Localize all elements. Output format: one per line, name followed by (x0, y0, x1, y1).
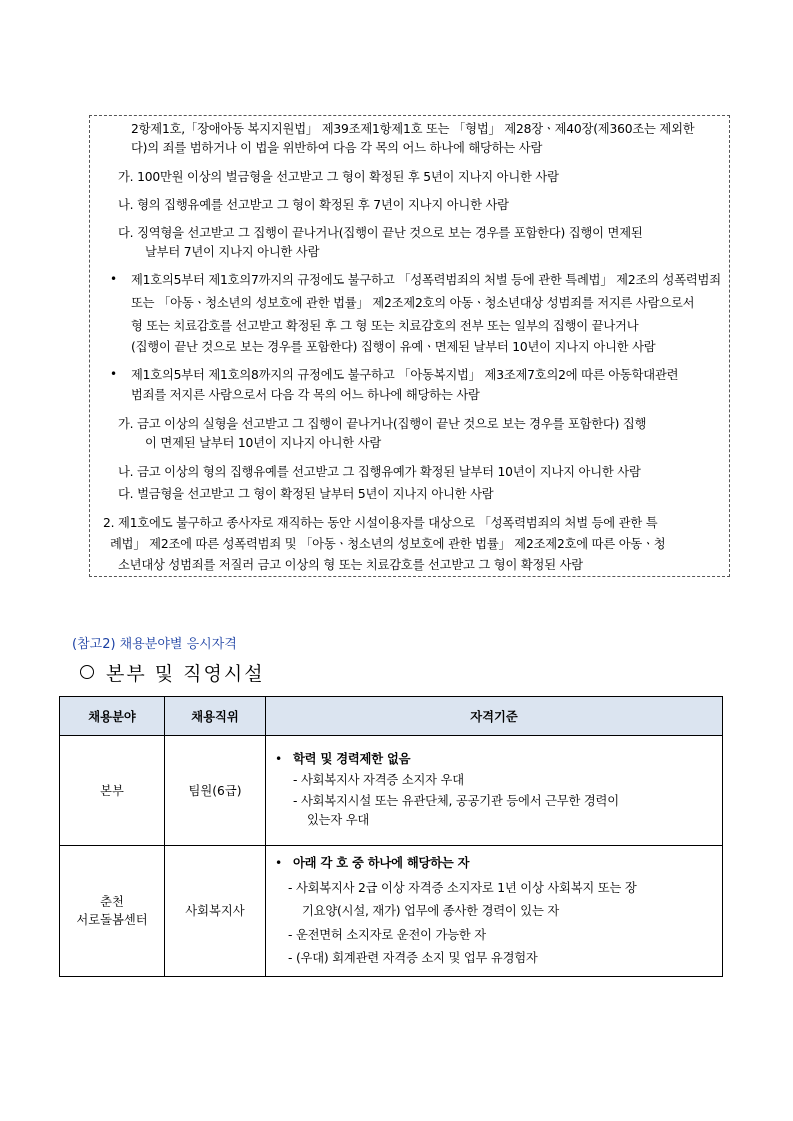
field-line: 서로돌봄센터 (76, 913, 148, 927)
field-line: 춘천 (100, 895, 124, 909)
box-line: 소년대상 성범죄를 저질러 금고 이상의 형 또는 치료감호를 선고받고 그 형이 확정된 사람 (118, 558, 583, 572)
box-line: 가. 금고 이상의 실형을 선고받고 그 집행이 끝나거나(집행이 끝난 것으로 보는 경우를 포함한다) 집행 (118, 417, 647, 431)
box-line: 제1호의5부터 제1호의7까지의 규정에도 불구하고 「성폭력범죄의 처벌 등에 관한 특례법」 제2조의 성폭력범죄 (131, 273, 721, 287)
bullet-icon: • (110, 272, 118, 286)
box-line: (집행이 끝난 것으로 보는 경우를 포함한다) 집행이 유예ㆍ면제된 날부터 10년이 지나지 아니한 사람 (131, 340, 656, 354)
box-line: 례법」 제2조에 따른 성폭력범죄 및 「아동ㆍ청소년의 성보호에 관한 법률」 제2조제2호에 따른 아동ㆍ청 (110, 537, 666, 551)
table-row (60, 736, 723, 846)
criteria-item: 있는자 우대 (307, 813, 370, 827)
box-line: 이 면제된 날부터 10년이 지나지 아니한 사람 (145, 436, 382, 450)
box-line: 2. 제1호에도 불구하고 종사자로 재직하는 동안 시설이용자를 대상으로 「성폭력범죄의 처벌 등에 관한 특 (103, 516, 658, 530)
section-title-text: 본부 및 직영시설 (106, 663, 265, 685)
box-line: 다. 징역형을 선고받고 그 집행이 끝나거나(집행이 끝난 것으로 보는 경우를 포함한다) 집행이 면제된 (118, 226, 643, 240)
criteria-item: - (우대) 회계관련 자격증 소지 및 업무 유경험자 (288, 951, 538, 965)
box-line: 나. 형의 집행유예를 선고받고 그 형이 확정된 후 7년이 지나지 아니한 사람 (118, 198, 509, 212)
box-line: 제1호의5부터 제1호의8까지의 규정에도 불구하고 「아동복지법」 제3조제7호의2에 따른 아동학대관련 (131, 368, 679, 382)
field-cell: 본부 (60, 736, 165, 846)
bullet-icon: • (110, 367, 118, 381)
criteria-item: 기요양(시설, 재가) 업무에 종사한 경력이 있는 자 (302, 904, 560, 918)
circle-bullet-icon (80, 665, 94, 679)
box-line: 형 또는 치료감호를 선고받고 확정된 후 그 형 또는 치료감호의 전부 또는 일부의 집행이 끝나거나 (131, 319, 639, 333)
criteria-item: - 사회복지사 2급 이상 자격증 소지자로 1년 이상 사회복지 또는 장 (288, 881, 637, 895)
criteria-item: - 사회복지사 자격증 소지자 우대 (293, 773, 464, 787)
position-cell: 팀원(6급) (165, 736, 266, 846)
table-row (60, 846, 723, 977)
position-cell: 사회복지사 (165, 846, 266, 977)
box-line: 다. 벌금형을 선고받고 그 형이 확정된 날부터 5년이 지나지 아니한 사람 (118, 487, 494, 501)
criteria-cell (266, 736, 723, 846)
box-line: 범죄를 저지른 사람으로서 다음 각 목의 어느 하나에 해당하는 사람 (131, 388, 480, 402)
box-line: 나. 금고 이상의 형의 집행유예를 선고받고 그 집행유예가 확정된 날부터 10년이 지나지 아니한 사람 (118, 465, 641, 479)
field-cell (60, 846, 165, 977)
header-field: 채용분야 (60, 697, 165, 736)
criteria-heading: 아래 각 호 중 하나에 해당하는 자 (293, 856, 470, 870)
criteria-heading: 학력 및 경력제한 없음 (293, 752, 411, 766)
criteria-item: - 사회복지시설 또는 유관단체, 공공기관 등에서 근무한 경력이 (293, 794, 619, 808)
box-line: 가. 100만원 이상의 벌금형을 선고받고 그 형이 확정된 후 5년이 지나지 아니한 사람 (118, 170, 559, 184)
bullet-icon: • (275, 856, 283, 870)
section-title (80, 659, 265, 686)
bullet-icon: • (275, 752, 283, 766)
box-line: 또는 「아동ㆍ청소년의 성보호에 관한 법률」 제2조제2호의 아동ㆍ청소년대상 성범죄를 저지른 사람으로서 (131, 296, 695, 310)
criteria-cell (266, 846, 723, 977)
box-line: 날부터 7년이 지나지 아니한 사람 (145, 245, 320, 259)
box-line: 2항제1호,「장애아동 복지지원법」 제39조제1항제1호 또는 「형법」 제28장ㆍ제40장(제360조는 제외한 (131, 122, 695, 136)
header-criteria: 자격기준 (266, 697, 723, 736)
criteria-item: - 운전면허 소지자로 운전이 가능한 자 (288, 928, 486, 942)
header-position: 채용직위 (165, 697, 266, 736)
reference-title: (참고2) 채용분야별 응시자격 (72, 637, 237, 652)
qualification-table (59, 696, 723, 977)
box-line: 다)의 죄를 범하거나 이 법을 위반하여 다음 각 목의 어느 하나에 해당하는 사람 (131, 141, 543, 155)
